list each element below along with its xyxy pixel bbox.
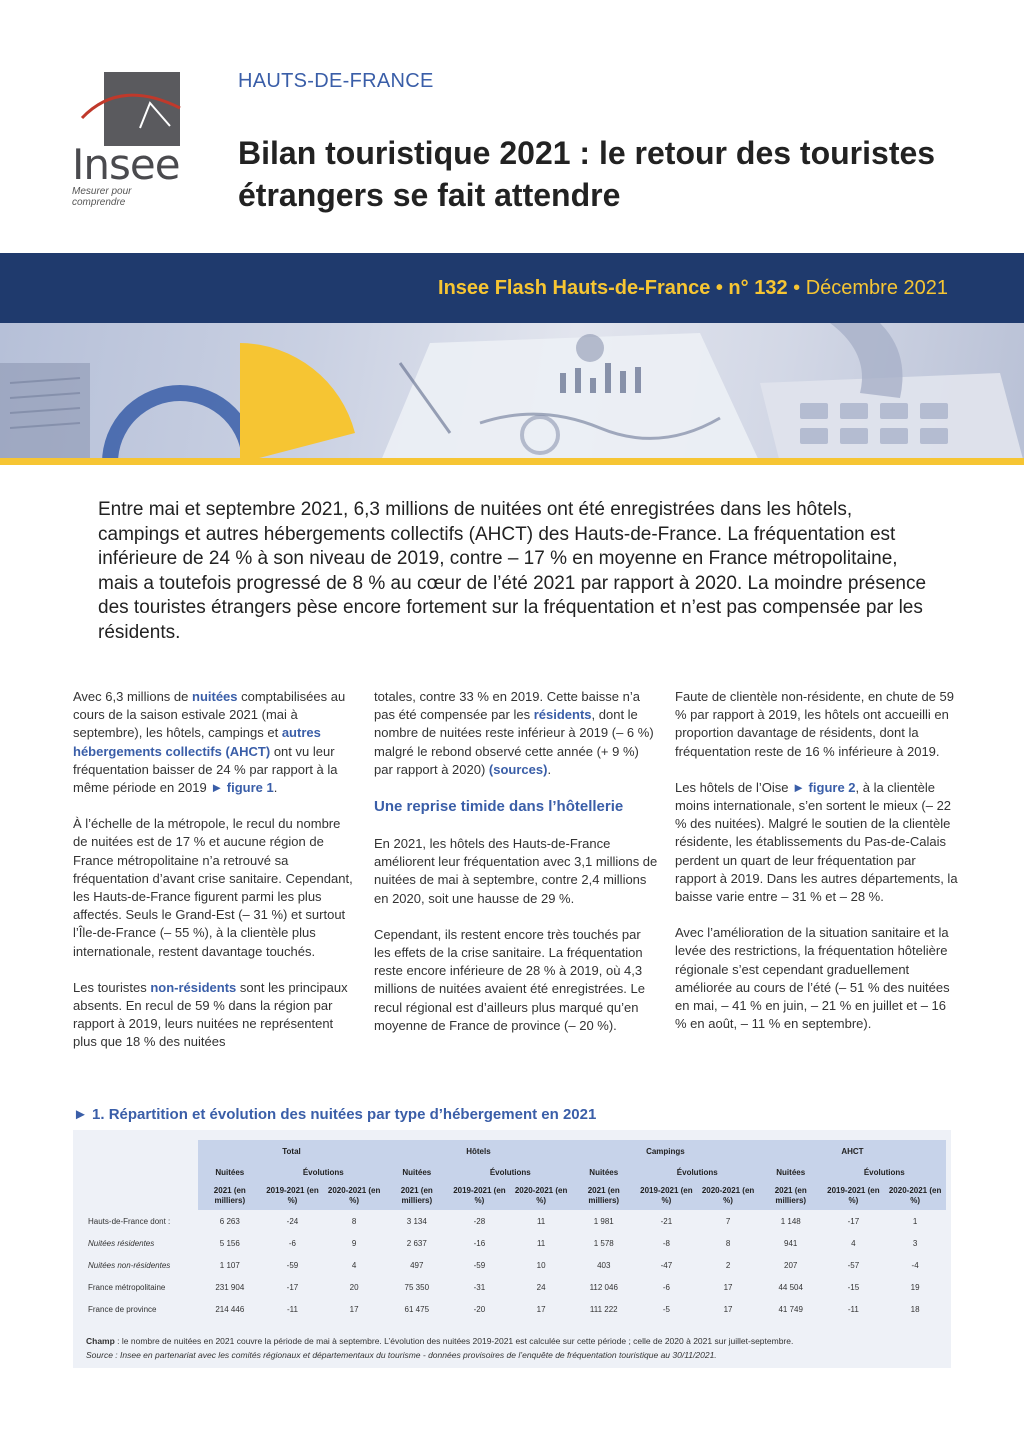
table-cell: 1 578 <box>593 1238 614 1248</box>
champ-text: : le nombre de nuitées en 2021 couvre la période de mai à septembre. L’évolution des nuitées 2019-2021 est calculée sur cette période ; celle de 2020 à 2021 sur juillet-septembre. <box>114 1336 794 1346</box>
publication-date: • Décembre 2021 <box>787 277 948 299</box>
table-cell: 75 350 <box>404 1282 430 1292</box>
publication-info <box>438 277 948 300</box>
col-header-2019-2021: 2019-2021 (en %) <box>449 1182 511 1210</box>
col-header-2021: 2021 (en milliers) <box>198 1182 262 1210</box>
table-cell: 20 <box>349 1282 359 1292</box>
table-cell: 3 <box>912 1238 918 1248</box>
table-cell: 4 <box>851 1238 856 1248</box>
region-label: HAUTS-DE-FRANCE <box>238 70 434 92</box>
table-corner <box>86 1162 198 1182</box>
table-cell: -5 <box>662 1304 670 1314</box>
text-column-2 <box>374 688 659 1053</box>
col-header-2021: 2021 (en milliers) <box>759 1182 823 1210</box>
col1-paragraph-3 <box>73 979 358 1052</box>
table-cell: 44 504 <box>778 1282 803 1292</box>
sub-header-evolutions: Évolutions <box>262 1162 385 1182</box>
col-header-2020-2021: 2020-2021 (en %) <box>323 1182 385 1210</box>
logo-text: Insee <box>72 140 180 189</box>
text-column-1 <box>73 688 358 1070</box>
table-cell: 4 <box>351 1260 357 1270</box>
table-cell: 1 981 <box>593 1216 614 1226</box>
table-cell: 24 <box>536 1282 546 1292</box>
table-cell: 403 <box>597 1260 611 1270</box>
sub-header-evolutions: Évolutions <box>449 1162 572 1182</box>
table-cell: 11 <box>536 1216 546 1226</box>
col1-p1-text-c: ont vu leur fréquentation baisser de 24 % par rapport à la même période en 2019 <box>73 743 338 796</box>
table-cell: 17 <box>536 1304 546 1314</box>
table-cell: -59 <box>473 1260 486 1270</box>
table-cell: -6 <box>662 1282 670 1292</box>
col-header-2021: 2021 (en milliers) <box>385 1182 449 1210</box>
table-cell: 497 <box>410 1260 424 1270</box>
col1-paragraph-1 <box>73 688 358 797</box>
table-cell: 17 <box>723 1304 733 1314</box>
sub-header-nuitees: Nuitées <box>385 1162 449 1182</box>
text-column-3 <box>675 688 960 1051</box>
col1-p3-text-a: Les touristes <box>73 979 151 995</box>
link-non-residents[interactable]: non-résidents <box>150 979 237 995</box>
table-cell: 2 637 <box>406 1238 427 1248</box>
col2-p1-text-b: , dont le nombre de nuitées reste inférieur à 2019 (– 6 %) malgré le rebond observé cette année (+ 9 %) par rapport à 2020) <box>374 707 654 777</box>
table-cell: 2 <box>725 1260 731 1270</box>
table-cell: -15 <box>847 1282 860 1292</box>
table-cell: 19 <box>910 1282 920 1292</box>
table-cell: 3 134 <box>406 1216 427 1226</box>
table-cell: 1 148 <box>780 1216 801 1226</box>
col1-p3-text-b: sont les principaux absents. En recul de 59 % dans la région par rapport à 2019, leurs nuitées ne représentent plus que 18 % des nuitées <box>73 979 348 1050</box>
col1-p1-text-a: Avec 6,3 millions de <box>73 689 192 704</box>
source-text: Source : Insee en partenariat avec les comités régionaux et départementaux du tourisme - données provisoires de l’enquête de fréquentation touristique au 30/11/2021. <box>86 1350 717 1360</box>
table-row <box>86 1210 946 1232</box>
table-cell: -28 <box>473 1216 486 1226</box>
col1-p1-text-d: . <box>273 780 278 796</box>
group-header-total: Total <box>198 1140 385 1162</box>
table-cell: -20 <box>473 1304 486 1314</box>
table-cell: -11 <box>847 1304 859 1314</box>
col1-p1-text-b: comptabilisées au cours de la saison estivale 2021 (mai à septembre), les hôtels, campings et <box>73 689 346 741</box>
link-sources[interactable]: (sources) <box>488 761 548 777</box>
table-cell: 112 046 <box>589 1282 618 1292</box>
logo-tagline: Mesurer pour comprendre <box>72 186 132 208</box>
lead-paragraph: Entre mai et septembre 2021, 6,3 millions de nuitées ont été enregistrées dans les hôtels, campings et autres hébergements collectifs (AHCT) des Hauts-de-France. La fréquentation est inférieure de 24 % à son niveau de 2019, contre – 17 % en moyenne en France métropolitaine, mais a toutefois progressé de 8 % au cœur de l’été 2021 par rapport à 2020. La moindre présence des touristes étrangers pèse encore fortement sur la fréquentation et n’est pas compensée par les résidents. <box>98 499 927 643</box>
figure-1-title: ► 1. Répartition et évolution des nuitées par type d’hébergement en 2021 <box>73 1106 597 1123</box>
table-corner <box>86 1140 198 1162</box>
row-label: Nuitées non-résidentes <box>88 1260 171 1270</box>
table-cell: -24 <box>286 1216 299 1226</box>
col2-p1-text-c: . <box>547 761 552 777</box>
col-header-2021: 2021 (en milliers) <box>572 1182 636 1210</box>
table-cell: 6 263 <box>219 1216 240 1226</box>
sub-header-nuitees: Nuitées <box>759 1162 823 1182</box>
figure-notes <box>86 1334 946 1362</box>
table-cell: -17 <box>286 1282 299 1292</box>
table-cell: 111 222 <box>589 1304 618 1314</box>
col-header-2020-2021: 2020-2021 (en %) <box>884 1182 946 1210</box>
publication-band <box>0 253 1024 323</box>
table-corner <box>86 1182 198 1210</box>
sub-header-evolutions: Évolutions <box>823 1162 946 1182</box>
row-label: Hauts-de-France dont : <box>88 1216 171 1226</box>
col3-p2-text-a: Les hôtels de l’Oise <box>675 779 793 795</box>
table-cell: -8 <box>662 1238 670 1248</box>
table-cell: -59 <box>286 1260 299 1270</box>
table-cell: 11 <box>536 1238 546 1248</box>
col-header-2019-2021: 2019-2021 (en %) <box>823 1182 885 1210</box>
banner-photo <box>0 323 1024 465</box>
table-cell: 17 <box>349 1304 359 1314</box>
table-cell: 214 446 <box>215 1304 245 1314</box>
table-row <box>86 1232 946 1254</box>
page-title: Bilan touristique 2021 : le retour des touristes étrangers se fait attendre <box>238 135 936 213</box>
table-cell: 5 156 <box>219 1238 240 1248</box>
table-cell: -57 <box>847 1260 860 1270</box>
table-cell: 41 749 <box>778 1304 803 1314</box>
table-cell: 18 <box>910 1304 920 1314</box>
sub-header-nuitees: Nuitées <box>572 1162 636 1182</box>
champ-note <box>86 1334 946 1348</box>
table-cell: -4 <box>911 1260 919 1270</box>
table-cell: 207 <box>784 1260 798 1270</box>
table-cell: -17 <box>847 1216 860 1226</box>
table-cell: 8 <box>725 1238 731 1248</box>
col-header-2019-2021: 2019-2021 (en %) <box>636 1182 698 1210</box>
col-header-2019-2021: 2019-2021 (en %) <box>262 1182 324 1210</box>
group-header-hotels: Hôtels <box>385 1140 572 1162</box>
source-note <box>86 1348 946 1362</box>
table-row <box>86 1276 946 1298</box>
insee-logo <box>70 70 185 208</box>
link-figure-2[interactable]: ► figure 2 <box>792 779 856 795</box>
table-cell: -11 <box>286 1304 298 1314</box>
col2-p1-text-a: totales, contre 33 % en 2019. Cette baisse n’a pas été compensée par les <box>374 689 640 723</box>
col-header-2020-2021: 2020-2021 (en %) <box>697 1182 759 1210</box>
table-cell: -31 <box>473 1282 486 1292</box>
banner-illustration <box>0 323 1024 465</box>
figure-1-table <box>86 1140 946 1320</box>
table-cell: -16 <box>473 1238 486 1248</box>
banner-accent-line <box>0 458 1024 465</box>
table-cell: 7 <box>725 1216 731 1226</box>
link-residents[interactable]: résidents <box>533 707 592 723</box>
col2-paragraph-2: En 2021, les hôtels des Hauts-de-France améliorent leur fréquentation avec 3,1 millions de nuitées de mai à septembre, contre 2,4 millions en 2020, soit une hausse de 29 %. <box>374 836 658 906</box>
col3-paragraph-3: Avec l’amélioration de la situation sanitaire et la levée des restrictions, la fréquentation hôtelière régionale s’est cependant graduellement améliorée au cours de l’été (– 51 % des nuitées en mai, – 41 % en juin, – 21 % en juillet et – 16 % en août, – 11 % en septembre). <box>675 925 950 1032</box>
table-cell: -21 <box>660 1216 673 1226</box>
table-cell: -6 <box>288 1238 297 1248</box>
col-header-2020-2021: 2020-2021 (en %) <box>510 1182 572 1210</box>
table-cell: 61 475 <box>404 1304 430 1314</box>
champ-label: Champ <box>86 1336 115 1346</box>
table-cell: 231 904 <box>215 1282 245 1292</box>
col1-paragraph-2: À l’échelle de la métropole, le recul du nombre de nuitées est de 17 % et aucune région de France métropolitaine n’a retrouvé sa fréquentation d’avant crise sanitaire. Cependant, les Hauts-de-France figurent parmi les plus affectés. Seuls le Grand-Est (– 31 %) et surtout l’Île-de-France (– 55 %), à la clientèle plus internationale, restent davantage touchés. <box>73 816 353 959</box>
table-row <box>86 1254 946 1276</box>
row-label: Nuitées résidentes <box>88 1238 155 1248</box>
col2-paragraph-3: Cependant, ils restent encore très touchés par les effets de la crise sanitaire. La fréquentation reste encore inférieure de 28 % à 2019, où 4,3 millions de nuitées avaient été enregistrées. Le recul régional est d’ailleurs plus marqué qu’en moyenne de France de province (– 20 %). <box>374 926 645 1033</box>
row-label: France métropolitaine <box>88 1282 166 1292</box>
table-row <box>86 1298 946 1320</box>
row-label: France de province <box>88 1304 157 1314</box>
table-cell: 8 <box>351 1216 357 1226</box>
link-figure-1[interactable]: ► figure 1 <box>210 780 274 796</box>
publication-number: Insee Flash Hauts-de-France • n° 132 <box>438 277 788 299</box>
table-cell: 1 <box>912 1216 918 1226</box>
table-cell: 10 <box>536 1260 546 1270</box>
sub-header-nuitees: Nuitées <box>198 1162 262 1182</box>
table-cell: 17 <box>723 1282 733 1292</box>
link-ahct[interactable]: autres hébergements collectifs (AHCT) <box>73 725 321 759</box>
col3-p2-text-b: , à la clientèle moins internationale, s’en sortent le mieux (– 22 % des nuitées). Malgré le soutien de la clientèle résidente, les établissements du Pas-de-Calais perdent un quart de leur fréquentation par rapport à 2019. Dans les autres départements, la baisse varie entre – 31 % et – 28 %. <box>675 779 958 905</box>
sub-header-evolutions: Évolutions <box>636 1162 759 1182</box>
col2-paragraph-1 <box>374 688 659 779</box>
group-header-campings: Campings <box>572 1140 759 1162</box>
col3-paragraph-1: Faute de clientèle non-résidente, en chute de 59 % par rapport à 2019, les hôtels ont accueilli en proportion davantage de résidents, dont la fréquentation reste de 16 % inférieure à 2019. <box>675 689 954 759</box>
table-cell: -47 <box>660 1260 673 1270</box>
table-cell: 9 <box>351 1238 357 1248</box>
group-header-ahct: AHCT <box>759 1140 946 1162</box>
section-heading-hotellerie: Une reprise timide dans l’hôtellerie <box>374 798 624 816</box>
table-cell: 941 <box>784 1238 798 1248</box>
link-nuitees[interactable]: nuitées <box>192 689 238 704</box>
col3-paragraph-2 <box>675 779 960 906</box>
table-cell: 1 107 <box>219 1260 240 1270</box>
